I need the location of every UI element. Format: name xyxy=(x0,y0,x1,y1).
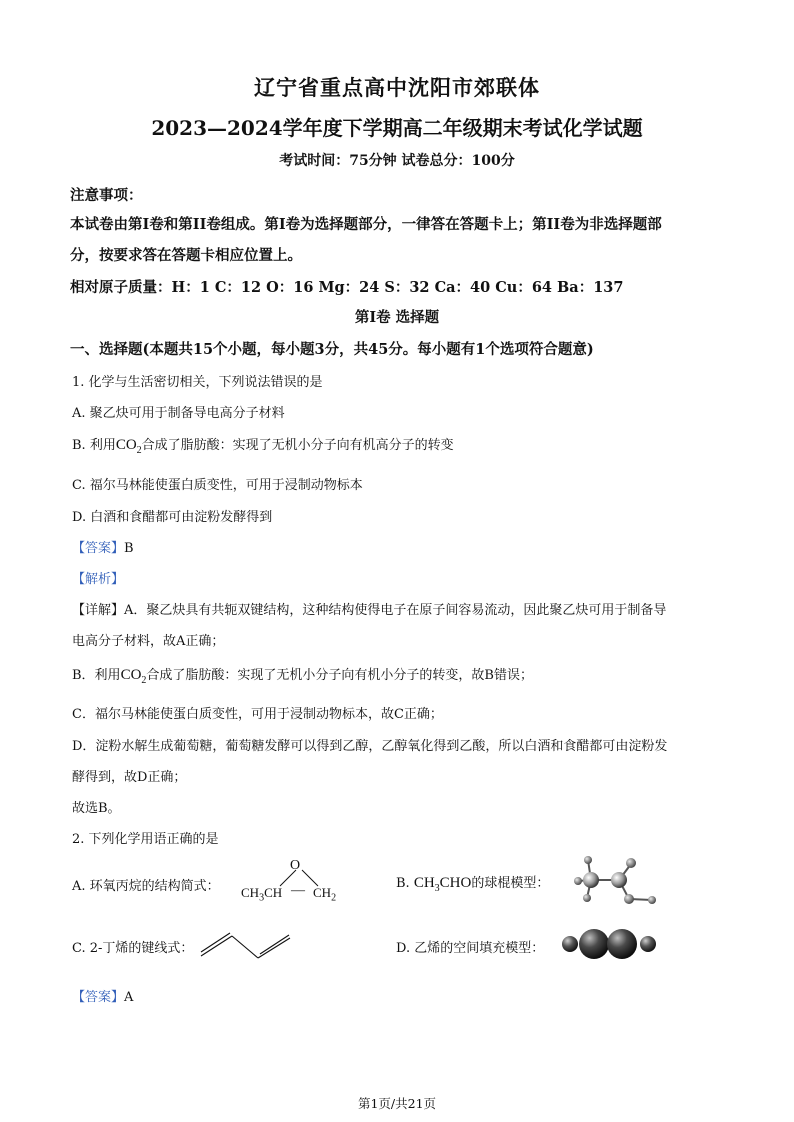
ball-stick-model-icon xyxy=(573,852,663,912)
q1-option-d: D. 白酒和食醋都可由淀粉发酵得到 xyxy=(72,510,273,525)
answer-label: 【答案】 xyxy=(72,990,125,1005)
epoxide-ch2: $CH_2$ xyxy=(313,885,337,904)
q1-option-c: C. 福尔马林能使蛋白质变性，可用于浸制动物标本 xyxy=(72,478,363,493)
answer-label: 【答案】 xyxy=(72,541,125,556)
q1-detail-c: C．福尔马林能使蛋白质变性，可用于浸制动物标本，故C正确； xyxy=(72,707,443,722)
notice-line-2: 分，按要求答在答题卡相应位置上。 xyxy=(70,247,302,264)
q1-detail-d-line1: D．淀粉水解生成葡萄糖，葡萄糖发酵可以得到乙醇，乙醇氧化得到乙酸，所以白酒和食醋都可由淀粉发 xyxy=(72,739,668,754)
page-footer: 第1页/共21页 xyxy=(357,1096,437,1111)
q1-option-b-suffix: 合成了脂肪酸：实现了无机小分子向有机高分子的转变 xyxy=(141,438,454,453)
title-line-2: 2023—2024学年度下学期高二年级期末考试化学试题 xyxy=(151,116,643,140)
q1-option-b-prefix: B. 利用 xyxy=(72,438,116,453)
notice-heading: 注意事项： xyxy=(70,187,143,204)
q1-answer xyxy=(72,537,134,556)
atomic-mass-line: 相对原子质量：H：1 C：12 O：16 Mg：24 S：32 Ca：40 Cu：64 Ba：137 xyxy=(70,279,624,296)
q2-option-a: A. 环氧丙烷的结构简式： xyxy=(72,879,220,894)
epoxide-o-label: O xyxy=(290,858,301,873)
q1-analysis-label: 【解析】 xyxy=(72,572,125,587)
part1-title: 第I卷 选择题 xyxy=(354,309,440,326)
space-filling-model-icon xyxy=(560,926,660,962)
epoxide-ch3ch: $CH_3CH$ xyxy=(241,885,283,904)
epoxide-bond-dash: — xyxy=(291,883,305,898)
q1-option-b xyxy=(72,434,454,456)
answer-value: B xyxy=(124,541,134,556)
section-heading: 一、选择题(本题共15个小题，每小题3分，共45分。每小题有1个选项符合题意) xyxy=(70,341,594,358)
answer-value: A xyxy=(124,990,134,1005)
q2-option-c: C. 2-丁烯的键线式： xyxy=(72,941,194,956)
q1-option-a: A. 聚乙炔可用于制备导电高分子材料 xyxy=(72,406,285,421)
q2-option-b: B. $CH_3CHO$的球棍模型： xyxy=(396,875,550,894)
notice-line-1: 本试卷由第I卷和第II卷组成。第I卷为选择题部分，一律答在答题卡上；第II卷为非选择题部 xyxy=(70,216,662,233)
q1-detail-d-line2: 酵得到，故D正确； xyxy=(72,770,187,785)
q2-option-d: D. 乙烯的空间填充模型： xyxy=(396,941,545,956)
co2-formula: $CO_2$ xyxy=(115,437,142,456)
ch3cho-formula: $CH_3CHO$ xyxy=(413,875,472,894)
q1-detail-a-line1: 【详解】A．聚乙炔具有共轭双键结构，这种结构使得电子在原子间容易流动，因此聚乙炔可用于制备导 xyxy=(72,603,667,618)
q1-detail-b: B．利用$CO_2$合成了脂肪酸：实现了无机小分子向有机小分子的转变，故B错误； xyxy=(72,667,533,686)
title-line-1: 辽宁省重点高中沈阳市郊联体 xyxy=(254,75,540,100)
q1-detail-a-line2: 电高分子材料，故A正确； xyxy=(72,634,225,649)
co2-formula-detail: $CO_2$ xyxy=(120,667,147,686)
exam-info: 考试时间：75分钟 试卷总分：100分 xyxy=(279,153,515,169)
q1-conclusion: 故选B。 xyxy=(72,801,121,816)
q1-stem: 1. 化学与生活密切相关，下列说法错误的是 xyxy=(72,375,323,390)
butene-skeletal-icon xyxy=(198,930,298,962)
q2-stem: 2. 下列化学用语正确的是 xyxy=(72,832,219,847)
detail-label: 【详解】 xyxy=(72,603,125,618)
q2-answer xyxy=(72,986,133,1005)
